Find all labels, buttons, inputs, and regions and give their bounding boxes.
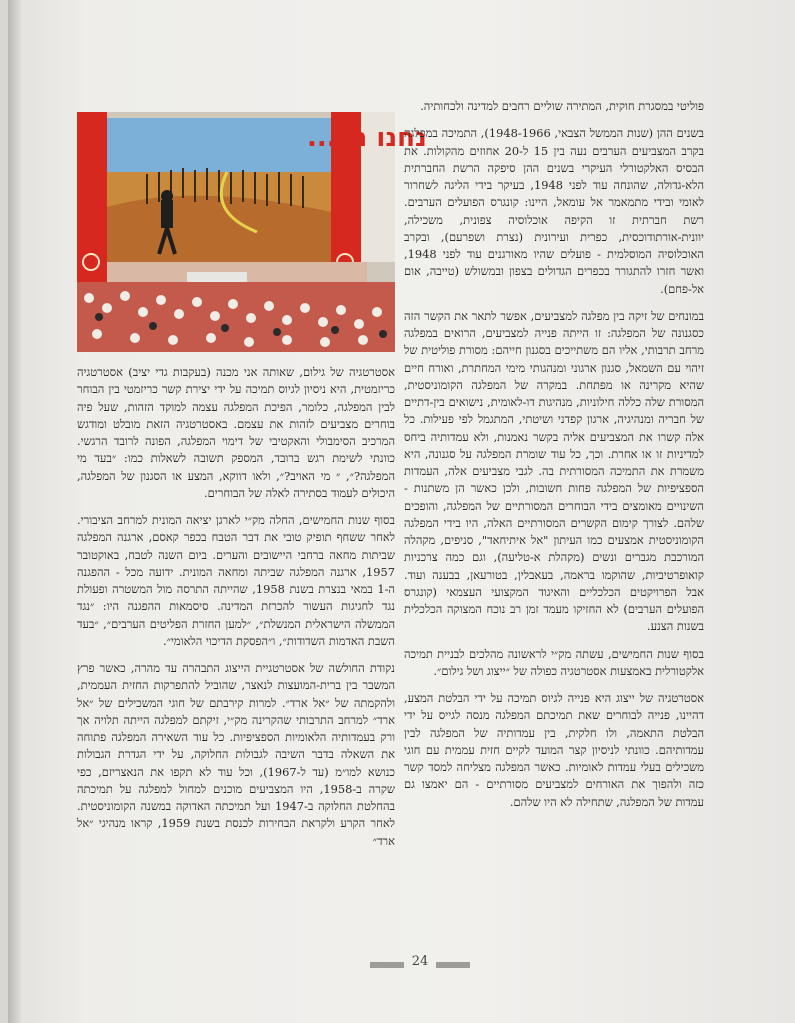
mural-banner-text: נחנו נא... <box>307 123 427 153</box>
rally-photograph <box>77 112 427 352</box>
page-number: 24 <box>411 954 429 969</box>
left-text-column <box>77 364 395 860</box>
footer-rule-right <box>436 962 470 968</box>
page-binding-shadow <box>8 0 22 1023</box>
rally-photograph-image <box>77 112 427 352</box>
paragraph: במונחים של זיקה בין מפלגה למצביעים, אפשר לתאר את הקשר הזה כסגנונה של המפלגה: זו הייתה פנייה למצביעים, הרואים במפלגה מרחב תרבותי, אליו הם משתייכים בסגנון חייהם: מסורת פוליטית של זיהוי עם השמאל, סגנון ארגוני ומנהגותי מימי המחתרת, ואורח חיים שהיא מקרינה או מפתחת. במקרה של המפלגה הקומוניסטית, המסורת שלה כללה חילוניות, מנהיגות דו-לאומית, נישואים בין-דתיים של חבריה ומנהיגיה, ארגון קפדני ושיטתי, המתגמל לפי פעילות. כל אלה קשרו את המצביעים אליה בקשר נאמנות, ולא עמדותיה ביחס למדיניות זו או אחרת. וכך, כל עוד שומרת המפלגה על סגנונה, היא משמרת את התמיכה המסורתית בה. לגבי מצביעים אלה, העמדות הספציפיות של המפלגה פחות חשובות, ולכן כאשר הן משתנות - השינויים מאומצים בידי הבוחרים המסורתיים של המפלגה, והופכים שלהם. לצורך קימום הקשרים המסורתיים האלה, היו בידי המפלגה הקומוניסטית אמצעים כמו העיתון "אל איתיחאד", סניפים, מקהלה המורכבת מגברים ונשים (מקהלת א-טליעה), וגם כמה צרכניות קואופרטיביות, שהוקמו בראמה, בעאבלין, בטורעאן, בבענה ועוד. אבל הפרויקטים הכלכליים והאיגוד המקצועי העצמאי (קונגרס הפועלים הערבים) לא החזיקו מעמד זמן רב נוכח המצוקה הכלכלית בשנות הצנע. <box>404 308 704 634</box>
paragraph: נקודת החולשה של אסטרטגיית הייצוג התבהרה עד מהרה, כאשר פרץ המשבר בין ברית-המועצות לנאצר, שהוביל להתפרקות החזית העממית, ולהקמתה של ״אל ארד״. למרות קירבתם של חוגי המשכילים של ״אל ארד״ למרחב התרבותי שהקרינה מק״י, זיקתם למפלגה הייתה תלויה אך ורק בעמדותיה הלאומיות הספציפיות. כל עוד השאירה המפלגה פתוחה את השאלה בדבר השיבה לגבולות החלוקה, על ידי הגדרת הגבולות כנושא למו״מ (עד ל-1967), וכל עוד לא תקפו את הנאצריזם, כפי שקרה ב-1958, היו המצביעים מוכנים למחול למפלגה על תמיכתה בהחלטת החלוקה ב-1947 ועל תמיכתה האדוקה במשנה הקומוניסטית. לאחר הקרע ולקראת הבחירות לכנסת בשנת 1959, קראו מנהיגי ״אל ארד״ <box>77 661 395 848</box>
paragraph: פוליטי במסגרת חוקית, המתירה שוליים רחבים למדינה ולכחותיה. <box>420 99 704 113</box>
right-text-column <box>404 98 704 821</box>
paragraph: בשנים ההן (שנות הממשל הצבאי, 1948-1966), התמיכה במפלגה בקרב המצביעים הערבים נעה בין 15 ל-20 אחוזים מהקולות. את הבסיס האלקטורלי העיקרי בשנים ההן סיפקה הרשת החברתית הלא-גדולה, שהונחה עוד לפני 1948, בעיקר בידי הליגה לשחרור לאומי ובידי מתמאמר אל עומאל, היינו: קונגרס הפועלים הערבים. רשת חברתית זו הקיפה אוכלוסיה צפונית, משכילה, יוונית-אורתודוכסית, כפרית ועירונית (נצרת ושפרעם), ובקרב האוכלוסיה המוסלמית - פועלים שהיו מאורגנים עוד לפני 1948, ואשר חזרו להתגורר בכפרים הגדולים בצפון ובמשולש (טייבה, אום אל-פחם). <box>404 126 704 296</box>
paragraph: אסטרטגיה של גילום, שאותה אני מכנה (בעקבות גדי יציב) אסטרטגיה כריזמטית, היא ניסיון לגיוס תמיכה על ידי יצירת קשר כריזמטי בין הבוחר לבין המפלגה, כלומר, הפיכת המפלגה עצמה למוקד הזהות, שעל פיה בוחרים מצביעים לזהות את עצמם. באסטרטגיה הזאת מובלט ומודגש המרכיב הסימבולי והאקטיבי של דימוי המפלגה, הפונה לרובד הרגשי. כוונתי לשימת רגש ברובד, המספק תשובה לשאלות כמו: ״בעד מי המפלגה?״, ״ מי האויב?״, ולאו דווקא, המצע או הסגנון של המפלגה, היכולים לעמוד בסתירה לאלה של הבוחרים. <box>77 365 395 500</box>
paragraph: בסוף שנות החמישים, עשתה מק״י לראשונה מהלכים לבניית תמיכה אלקטורלית באמצעות אסטרטגיה כפולה של ״ייצוג ושל גילום״. <box>404 646 704 678</box>
page-footer <box>370 954 470 974</box>
footer-rule-left <box>370 962 404 968</box>
document-page <box>8 0 795 1023</box>
paragraph: אסטרטגיה של ייצוג היא פנייה לגיוס תמיכה על ידי הבלטת המצע, דהיינו, פנייה לבוחרים שאת תמיכתם המפלגה מנסה לגייס על ידי הבלטת התאמה, ולו חלקית, בין עמדותיה של המפלגה לבין עמדותיהם. כוונתי לניסיון קצר המועד לקיים חזית עממית עם חוגי משכילים בעלי עמדות לאומיות. כאשר המפלגה מצליחה למסד קשר כזה ולהפוך את האורחים למצביעים מסורתיים - הם יאמצו גם עמדות של המפלגה, שתחילה לא היו שלהם. <box>404 691 704 809</box>
paragraph: בסוף שנות החמישים, החלה מק״י לארגן יציאה המונית למרחב הציבורי. לאחר ששחף תופיק טובי את דבר הטבח בכפר קאסם, ארגנה המפלגה שביתות מחאה ברחבי היישובים והערים. ביום השנה לטבח, באוקטובר 1957, ארגנה המפלגה שביתה ומחאה המונית. ידועה מכל - ההפגנה ה-1 במאי בנצרת בשנת 1958, שהייתה התרסה מול המשטרה ופעולת נגד לחגיגות העשור להכרזת המדינה. סיסמאות ההפגנה היו: ״נגד הממשלה הישראלית המנשלת״, ״למען החזרת הפליטים הערבים״, ״בעד השבת האדמות השדודות״, ו״הפסקת הדיכוי הלאומי״. <box>77 513 395 648</box>
